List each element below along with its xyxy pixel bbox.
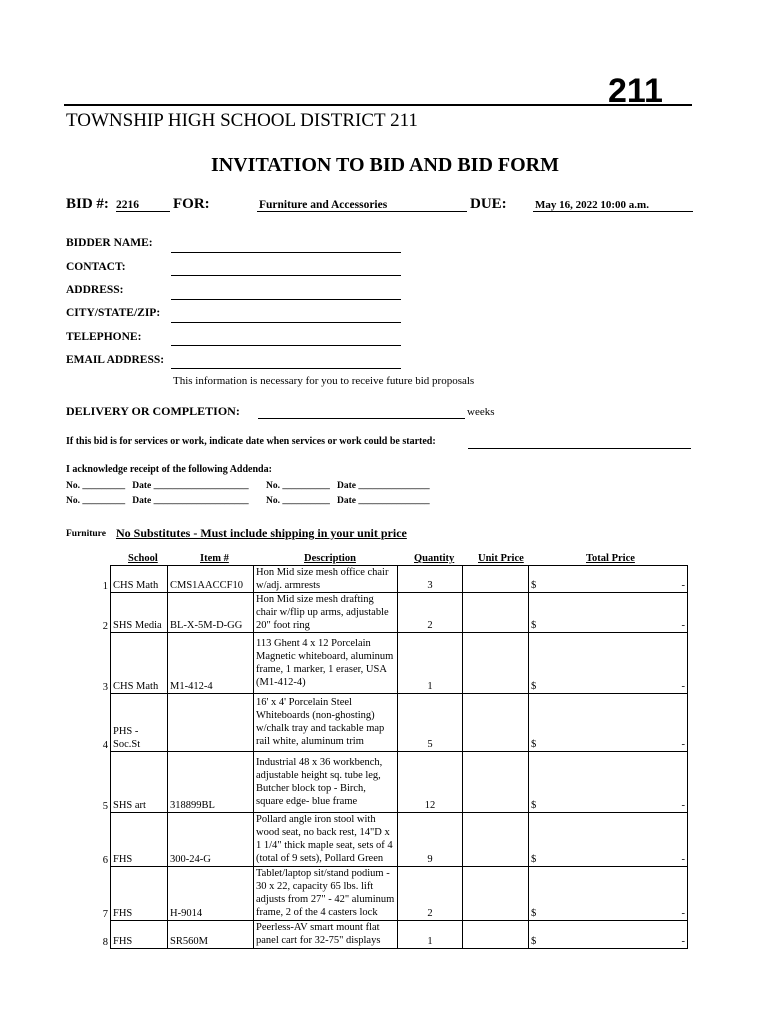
addenda-row-2b: No. __________ Date _______________ xyxy=(266,496,430,506)
due-label: DUE: xyxy=(470,196,507,212)
district-name: TOWNSHIP HIGH SCHOOL DISTRICT 211 xyxy=(66,110,418,131)
table-row xyxy=(64,566,688,593)
total-price-cell xyxy=(529,867,688,921)
unit-price-cell[interactable] xyxy=(463,694,529,752)
description-cell: Hon Mid size mesh office chair w/adj. armrests xyxy=(254,566,398,593)
bidder-name-field[interactable] xyxy=(171,252,401,253)
email-field[interactable] xyxy=(171,368,401,369)
item-cell: 318899BL xyxy=(168,752,254,813)
col-item: Item # xyxy=(200,553,229,564)
total-value: - xyxy=(681,580,685,591)
total-value: - xyxy=(681,908,685,919)
table-row xyxy=(64,921,688,949)
total-value: - xyxy=(681,800,685,811)
currency-symbol: $ xyxy=(531,681,537,692)
table-row xyxy=(64,593,688,633)
table-row xyxy=(64,813,688,867)
total-value: - xyxy=(681,936,685,947)
quantity-cell: 9 xyxy=(398,813,463,867)
school-cell: FHS xyxy=(111,813,168,867)
contact-label: CONTACT: xyxy=(66,261,126,273)
telephone-label: TELEPHONE: xyxy=(66,331,142,343)
contact-field[interactable] xyxy=(171,275,401,276)
item-cell: H-9014 xyxy=(168,867,254,921)
total-price-cell xyxy=(529,566,688,593)
item-cell: 300-24-G xyxy=(168,813,254,867)
unit-price-cell[interactable] xyxy=(463,633,529,694)
bid-items-table xyxy=(64,565,688,949)
quantity-cell: 1 xyxy=(398,633,463,694)
item-cell: BL-X-5M-D-GG xyxy=(168,593,254,633)
quantity-cell: 2 xyxy=(398,593,463,633)
total-value: - xyxy=(681,739,685,750)
description-cell: Industrial 48 x 36 workbench, adjustable height sq. tube leg, Butcher block top - Birch, square edge- blue frame xyxy=(254,752,398,813)
for-value: Furniture and Accessories xyxy=(257,199,467,212)
col-total-price: Total Price xyxy=(586,553,635,564)
bidder-name-label: BIDDER NAME: xyxy=(66,237,153,249)
total-value: - xyxy=(681,854,685,865)
address-field[interactable] xyxy=(171,299,401,300)
unit-price-cell[interactable] xyxy=(463,921,529,949)
school-cell: PHS - Soc.St xyxy=(111,694,168,752)
section-heading: No Substitutes - Must include shipping in your unit price xyxy=(116,526,407,540)
total-price-cell xyxy=(529,593,688,633)
school-cell: SHS art xyxy=(111,752,168,813)
row-number: 3 xyxy=(102,681,108,693)
col-unit-price: Unit Price xyxy=(478,553,524,564)
section-prefix: Furniture xyxy=(66,529,106,539)
row-number: 4 xyxy=(102,739,108,751)
school-cell: CHS Math xyxy=(111,566,168,593)
quantity-cell: 12 xyxy=(398,752,463,813)
delivery-unit: weeks xyxy=(467,406,495,418)
total-price-cell xyxy=(529,752,688,813)
item-cell: CMS1AACCF10 xyxy=(168,566,254,593)
unit-price-cell[interactable] xyxy=(463,752,529,813)
description-cell: Pollard angle iron stool with wood seat, no back rest, 14"D x 1 1/4" thick maple seat, sets of 4 (total of 9 sets), Pollard Green xyxy=(254,813,398,867)
quantity-cell: 3 xyxy=(398,566,463,593)
table-row xyxy=(64,752,688,813)
bid-number-label: BID #: xyxy=(66,196,109,212)
quantity-cell: 1 xyxy=(398,921,463,949)
telephone-field[interactable] xyxy=(171,345,401,346)
district-logo xyxy=(606,68,666,106)
item-cell: SR560M xyxy=(168,921,254,949)
total-price-cell xyxy=(529,813,688,867)
delivery-field[interactable] xyxy=(258,418,465,419)
total-price-cell xyxy=(529,921,688,949)
description-cell: Tablet/laptop sit/stand podium - 30 x 22, capacity 65 lbs. lift adjusts from 27" - 42" aluminum frame, 2 of the 4 casters lock xyxy=(254,867,398,921)
currency-symbol: $ xyxy=(531,854,537,865)
form-title: INVITATION TO BID AND BID FORM xyxy=(210,154,560,176)
unit-price-cell[interactable] xyxy=(463,813,529,867)
unit-price-cell[interactable] xyxy=(463,867,529,921)
city-state-zip-label: CITY/STATE/ZIP: xyxy=(66,307,161,319)
services-date-field[interactable] xyxy=(468,448,691,449)
logo-text: 211 xyxy=(608,72,663,106)
bid-number-value: 2216 xyxy=(116,199,170,212)
item-cell xyxy=(168,694,254,752)
addenda-row-1b: No. __________ Date _______________ xyxy=(266,481,430,491)
table-row xyxy=(64,633,688,694)
unit-price-cell[interactable] xyxy=(463,593,529,633)
services-note: If this bid is for services or work, indicate date when services or work could be started: xyxy=(66,436,436,447)
col-description: Description xyxy=(304,553,356,564)
currency-symbol: $ xyxy=(531,620,537,631)
row-number: 7 xyxy=(102,908,108,920)
total-price-cell xyxy=(529,633,688,694)
col-quantity: Quantity xyxy=(414,553,455,564)
row-number: 2 xyxy=(102,620,108,632)
addenda-row-2a: No. _________ Date ____________________ xyxy=(66,496,249,506)
email-label: EMAIL ADDRESS: xyxy=(66,354,165,366)
table-row xyxy=(64,867,688,921)
info-note: This information is necessary for you to receive future bid proposals xyxy=(173,375,475,387)
city-state-zip-field[interactable] xyxy=(171,322,401,323)
description-cell: Peerless-AV smart mount flat panel cart for 32-75" displays xyxy=(254,921,398,949)
description-cell: Hon Mid size mesh drafting chair w/flip up arms, adjustable 20" foot ring xyxy=(254,593,398,633)
row-number: 5 xyxy=(102,800,108,812)
header-rule xyxy=(64,104,692,106)
due-value: May 16, 2022 10:00 a.m. xyxy=(533,199,693,212)
table-row xyxy=(64,694,688,752)
row-number: 1 xyxy=(102,580,108,592)
school-cell: FHS xyxy=(111,921,168,949)
total-value: - xyxy=(681,620,685,631)
for-label: FOR: xyxy=(173,196,210,212)
address-label: ADDRESS: xyxy=(66,284,124,296)
row-number: 6 xyxy=(102,854,108,866)
school-cell: CHS Math xyxy=(111,633,168,694)
school-cell: SHS Media xyxy=(111,593,168,633)
total-value: - xyxy=(681,681,685,692)
school-cell: FHS xyxy=(111,867,168,921)
addenda-heading: I acknowledge receipt of the following Addenda: xyxy=(66,464,272,475)
currency-symbol: $ xyxy=(531,739,537,750)
total-price-cell xyxy=(529,694,688,752)
item-cell: M1-412-4 xyxy=(168,633,254,694)
row-number: 8 xyxy=(102,936,108,948)
description-cell: 113 Ghent 4 x 12 Porcelain Magnetic whiteboard, aluminum frame, 1 marker, 1 eraser, USA (M1-412-4) xyxy=(254,633,398,694)
col-school: School xyxy=(128,553,158,564)
description-cell: 16' x 4' Porcelain Steel Whiteboards (non-ghosting) w/chalk tray and tackable map rail white, aluminum trim xyxy=(254,694,398,752)
quantity-cell: 5 xyxy=(398,694,463,752)
unit-price-cell[interactable] xyxy=(463,566,529,593)
addenda-row-1a: No. _________ Date ____________________ xyxy=(66,481,249,491)
currency-symbol: $ xyxy=(531,580,537,591)
currency-symbol: $ xyxy=(531,800,537,811)
currency-symbol: $ xyxy=(531,908,537,919)
quantity-cell: 2 xyxy=(398,867,463,921)
currency-symbol: $ xyxy=(531,936,537,947)
delivery-label: DELIVERY OR COMPLETION: xyxy=(66,404,240,418)
